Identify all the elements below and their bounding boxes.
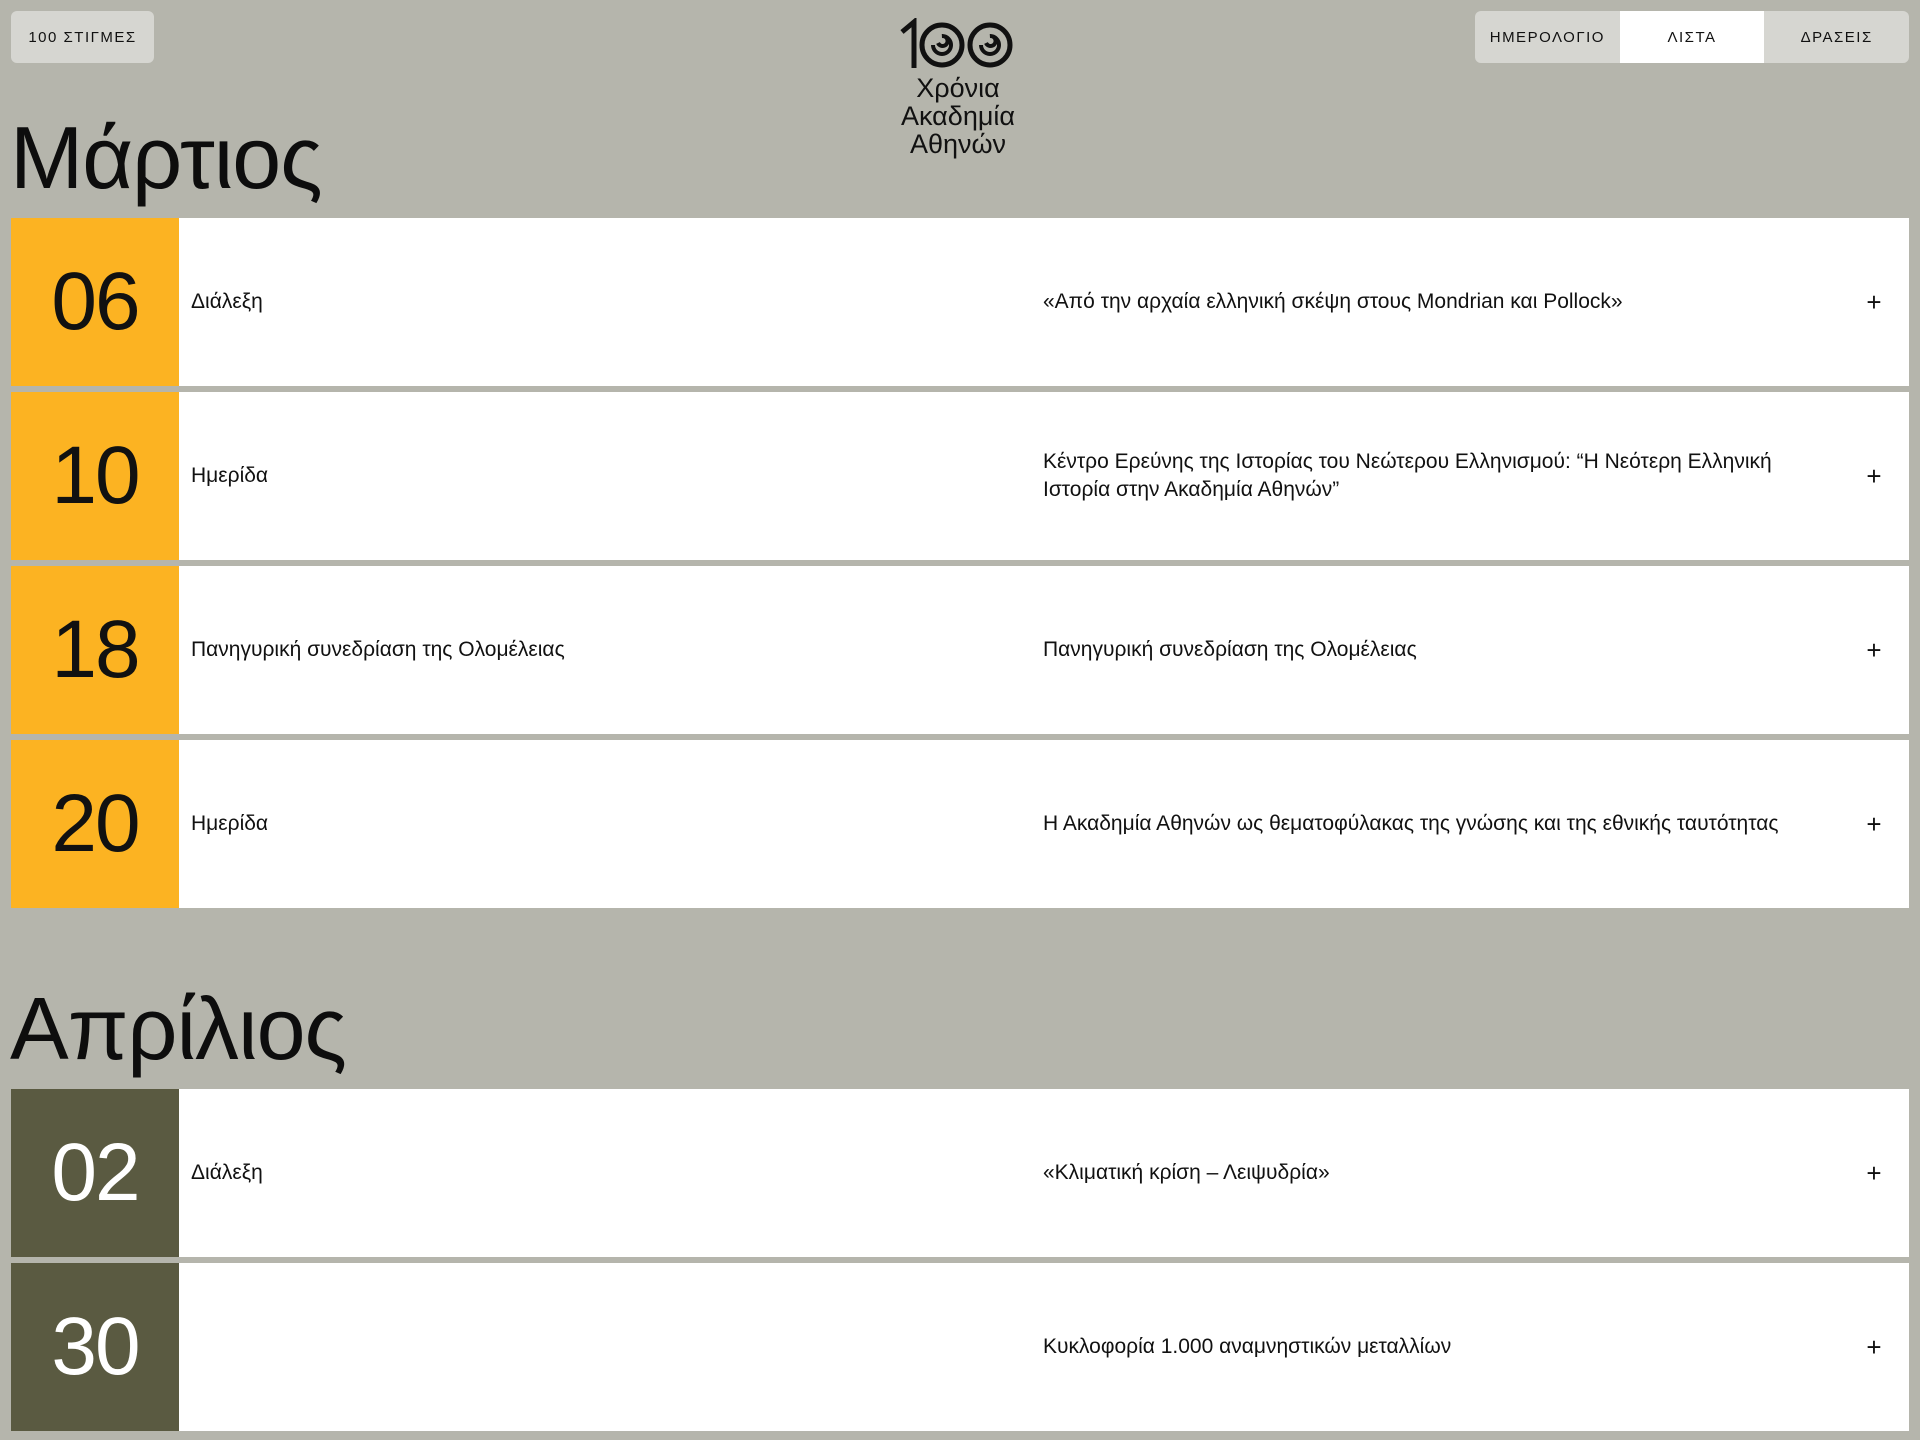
logo-line-1: Χρόνια bbox=[916, 73, 1000, 103]
event-day: 10 bbox=[11, 392, 179, 560]
event-type: Πανηγυρική συνεδρίαση της Ολομέλειας bbox=[191, 638, 565, 661]
event-title: Κυκλοφορία 1.000 αναμνηστικών μεταλλίων bbox=[1043, 1335, 1452, 1358]
event-row[interactable] bbox=[11, 1263, 1909, 1431]
event-day: 20 bbox=[11, 740, 179, 908]
expand-plus-icon[interactable]: + bbox=[1866, 460, 1882, 491]
logo-line-2: Ακαδημία bbox=[901, 101, 1015, 131]
event-type: Διάλεξη bbox=[191, 290, 263, 313]
event-type: Ημερίδα bbox=[191, 464, 269, 487]
expand-plus-icon[interactable]: + bbox=[1866, 634, 1882, 665]
month-heading-april: Απρίλιος bbox=[10, 979, 346, 1078]
event-day: 30 bbox=[11, 1263, 179, 1431]
site-logo[interactable] bbox=[858, 18, 1058, 168]
event-row[interactable] bbox=[11, 218, 1909, 386]
event-row[interactable] bbox=[11, 566, 1909, 734]
event-title: Η Ακαδημία Αθηνών ως θεματοφύλακας της γνώσης και της εθνικής ταυτότητας bbox=[1043, 812, 1779, 835]
event-row[interactable] bbox=[11, 740, 1909, 908]
event-type: Διάλεξη bbox=[191, 1161, 263, 1184]
100-moments-button[interactable]: 100 ΣΤΙΓΜΕΣ bbox=[11, 11, 154, 63]
expand-plus-icon[interactable]: + bbox=[1866, 808, 1882, 839]
event-day: 02 bbox=[11, 1089, 179, 1257]
event-row[interactable] bbox=[11, 392, 1909, 560]
tab-actions[interactable]: ΔΡΑΣΕΙΣ bbox=[1800, 28, 1873, 46]
month-heading-march: Μάρτιος bbox=[10, 108, 322, 207]
event-title: Κέντρο Ερεύνης της Ιστορίας του Νεώτερου Ελληνισμού: “Η Νεότερη Ελληνική Ιστορία στην Ακαδημία Αθηνών” bbox=[1043, 450, 1772, 501]
expand-plus-icon[interactable]: + bbox=[1866, 286, 1882, 317]
event-title: «Από την αρχαία ελληνική σκέψη στους Mondrian και Pollock» bbox=[1043, 290, 1623, 313]
100-spiral-logo-icon bbox=[898, 18, 1018, 72]
expand-plus-icon[interactable]: + bbox=[1866, 1331, 1882, 1362]
event-day: 18 bbox=[11, 566, 179, 734]
event-row[interactable] bbox=[11, 1089, 1909, 1257]
event-title: «Κλιματική κρίση – Λειψυδρία» bbox=[1043, 1161, 1330, 1184]
event-day: 06 bbox=[11, 218, 179, 386]
view-switcher bbox=[1475, 11, 1909, 63]
event-type: Ημερίδα bbox=[191, 812, 269, 835]
event-title: Πανηγυρική συνεδρίαση της Ολομέλειας bbox=[1043, 638, 1417, 661]
tab-calendar[interactable]: ΗΜΕΡΟΛΟΓΙΟ bbox=[1489, 28, 1605, 46]
tab-list[interactable]: ΛΙΣΤΑ bbox=[1620, 11, 1765, 63]
expand-plus-icon[interactable]: + bbox=[1866, 1157, 1882, 1188]
logo-line-3: Αθηνών bbox=[909, 129, 1007, 159]
